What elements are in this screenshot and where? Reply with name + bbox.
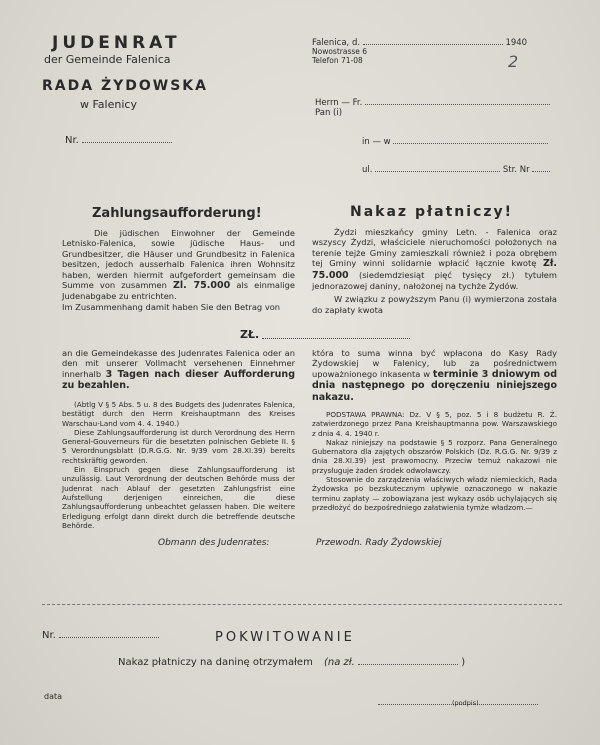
- german-title: Zahlungsaufforderung!: [92, 206, 262, 221]
- polish-para1-tail: (siedemdziesiąt pięć tysięcy zł.) tytułem jednorazowej daniny, nałożonej na tychże Żydów.: [312, 269, 557, 292]
- german-para3: [62, 348, 295, 392]
- german-para2: Im Zusammenhang damit haben Sie den Betrag von: [62, 301, 281, 312]
- nr-field: [82, 142, 172, 143]
- herrn-line: [315, 98, 550, 108]
- polish-signature: Przewodn. Rady Żydowskiej: [316, 538, 442, 548]
- ul-field: [375, 171, 500, 172]
- judenrat-heading: JUDENRAT: [52, 33, 181, 53]
- place-date-label: Falenica, d.: [312, 38, 361, 48]
- german-amount: Zl. 75.000: [172, 280, 231, 292]
- street-text: Nowostrasse 6: [312, 47, 368, 56]
- polish-note2: Nakaz niniejszy na podstawie § 5 rozporz. Pana Generalnego Gubernatora dla zajętych obszarów Polskich (Dz. R.G.G. Nr. 9/39 z dnia 28.XI.39) jest prawomocny. Przeciw temuż nakazowi nie przysługuje żaden środek odwoławczy.: [312, 437, 557, 475]
- german-signature: Obmann des Judenrates:: [158, 538, 270, 548]
- receipt-close-paren: ): [461, 657, 466, 668]
- german-deadline: 3 Tagen nach dieser Aufforderung zu bezahlen.: [62, 368, 295, 392]
- zl-label: ZŁ.: [240, 328, 260, 341]
- ul-label: ul.: [362, 165, 373, 175]
- str-nr-label: Str. Nr: [502, 165, 530, 175]
- polish-note3: Stosownie do zarządzenia właściwych władz niemieckich, Rada Żydowska po bezskutecznym upływie oznaczonego w nakazie terminu zapłaty — zobowiązana jest wykazy osób uchylających się przedłożyć do bezpośredniego załatwienia tymże władzom.—: [312, 475, 557, 512]
- nr-label: [65, 135, 172, 146]
- str-nr-field: [532, 171, 550, 172]
- polish-note1: PODSTAWA PRAWNA: Dz. V § 5, poz. 5 i 8 budżetu R. Ż. zatwierdzonego przez Pana Kreishauptmanna pow. Warszawskiego z dnia 4. 4. 1940 r.: [312, 410, 557, 438]
- zl-amount-field: [262, 338, 410, 339]
- polish-amount: Zł. 75.000: [312, 258, 557, 281]
- receipt-podpis: (podpis): [452, 699, 479, 707]
- gemeinde-line: der Gemeinde Falenica: [44, 53, 171, 66]
- receipt-title: POKWITOWANIE: [215, 630, 355, 645]
- german-para1: [62, 228, 295, 312]
- polish-notes: [312, 410, 557, 512]
- phone-text: Telefon 71-08: [312, 56, 363, 65]
- german-para1-text: Die jüdischen Einwohner der Gemeinde Letnisko-Falenica, sowie jüdische Haus- und Grundbesitzer, die Häuser und Grundbesitz in Falenica besitzen, jedoch ausserhalb Falenica ihren Wohnsitz haben, werden hiermit aufgefordert gemeinsam die Summe von zusammen: [62, 228, 295, 291]
- handwritten-number: 2: [508, 52, 519, 71]
- german-note1: (Abtlg V § 5 Abs. 5 u. 8 des Budgets des Judenrates Falenica, bestätigt durch den Herrn Kreishauptmann des Kreises Warschau-Land vom 4. 4. 1940.): [62, 400, 295, 428]
- polish-para3: [312, 348, 557, 403]
- in-w-label: in — w: [362, 137, 391, 147]
- tear-line: [42, 604, 562, 605]
- german-notes: [62, 400, 295, 530]
- polish-para2: W związku z powyższym Panu (i) wymierzona została do zapłaty kwota: [312, 294, 557, 315]
- receipt-text: Nakaz płatniczy na daninę otrzymałem: [118, 657, 313, 668]
- herrn-label: Herrn — Fr.: [315, 98, 363, 108]
- year-text: 1940: [505, 38, 528, 48]
- german-para3-text: an die Gemeindekasse des Judenrates Falenica oder an den mit unserer Vollmacht versehenen Einnehmer innerhalb: [62, 348, 295, 379]
- german-note2: Diese Zahlungsaufforderung ist durch Verordnung des Herrn General-Gouverneurs für die besetzten polnischen Gebiete II. § 5 Verordnungsblatt (D.R.G.G. Nr. 9/39 vom 28.XI.39) bereits rechtskräftig geworden.: [62, 427, 295, 465]
- polish-para3-text: która to suma winna być wpłacona do Kasy Rady Żydowskiej w Falenicy, lub za pośrednictwem upoważnionego inkasenta w: [312, 348, 557, 379]
- german-para1-tail: als einmalige Judenabgabe zu entrichten.: [62, 280, 295, 302]
- rada-heading: RADA ŻYDOWSKA: [42, 78, 208, 94]
- receipt-nr-line: [42, 630, 159, 641]
- receipt-text-line: [118, 657, 465, 668]
- pan-label: Pan (i): [315, 108, 343, 118]
- w-falenicy-line: w Falenicy: [80, 98, 137, 111]
- german-note3: Ein Einspruch gegen diese Zahlungsaufforderung ist unzulässig. Laut Verordnung der deutschen Behörde muss der Judenrat nach Ablauf der gesetzten Zahlungsfrist eine Aufstellung derjenigen einreichen, die diese Zahlungsaufforderung unbeachtet gelassen haben. Die weitere Erledigung erfolgt dann direkt durch die betreffende deutsche Behörde.: [62, 465, 295, 530]
- receipt-nr-field: [59, 637, 159, 638]
- in-w-field: [393, 143, 548, 144]
- receipt-na-zl: (na zł.: [324, 657, 355, 668]
- polish-para1-text: Żydzi mieszkańcy gminy Letn. - Falenica oraz wszyscy Żydzi, właściciele nieruchomości położonych na terenie tejże Gminy zamieszkali również i poza obrębem tej Gminy winni solidarnie wpłacić łącznie kwotę: [312, 227, 557, 269]
- polish-title: Nakaz płatniczy!: [350, 204, 514, 220]
- herrn-field: [365, 104, 550, 105]
- receipt-nr-label: Nr.: [42, 630, 56, 641]
- polish-para1: [312, 227, 557, 315]
- receipt-data-label: data: [44, 692, 63, 701]
- polish-deadline: terminie 3 dniowym od dnia następnego po doręczeniu niniejszego nakazu.: [312, 368, 557, 403]
- in-w-line: [362, 137, 548, 147]
- ul-line: [362, 165, 550, 175]
- nr-label-text: Nr.: [65, 135, 79, 146]
- date-field: [363, 44, 503, 45]
- receipt-amount-field: [358, 664, 458, 665]
